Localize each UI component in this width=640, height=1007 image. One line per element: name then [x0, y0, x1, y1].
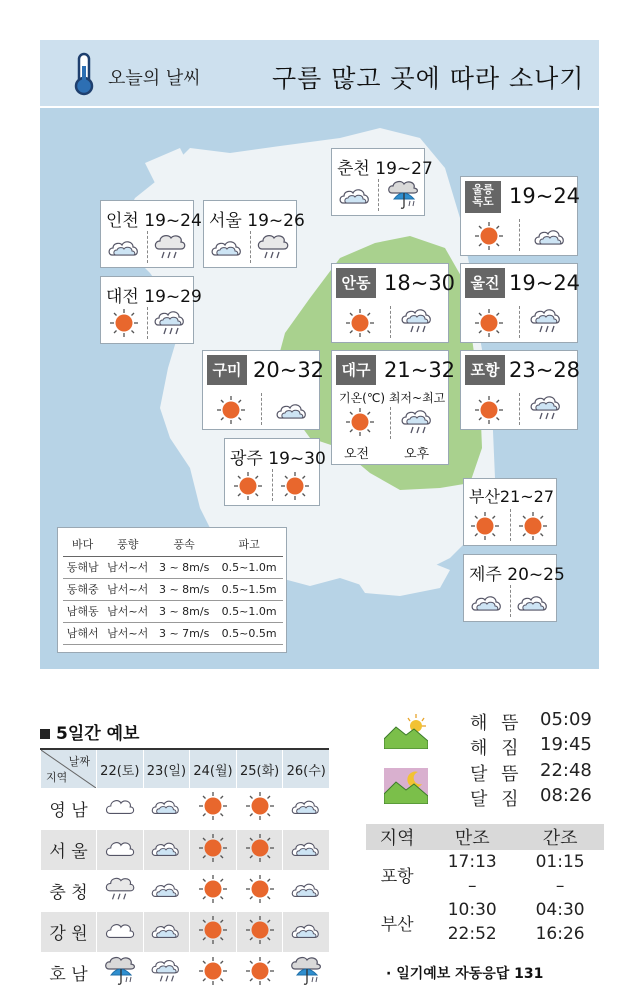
forecast-cell	[190, 911, 237, 952]
corner-date-label: 날짜	[68, 755, 90, 768]
day-header: 26(수)	[283, 749, 329, 788]
header-summary: 구름 많고 곳에 따라 소나기	[272, 64, 585, 93]
sea-cell: 남서~서	[102, 557, 153, 579]
city-label-daejeon: 대전 19~29	[106, 287, 202, 307]
city-label-chuncheon: 춘천 19~27	[337, 159, 433, 179]
corner-header	[41, 749, 97, 788]
tide-header: 지역	[366, 824, 428, 850]
partly-cloudy-icon	[150, 877, 182, 901]
partly-rain-icon	[529, 306, 563, 336]
sun-icon	[216, 395, 246, 425]
partly-rain-icon	[529, 393, 563, 423]
city-label-gwangju: 광주 19~30	[230, 449, 326, 469]
tide-low: 04:30	[535, 900, 585, 920]
cloud-icon	[104, 918, 136, 942]
partly-cloudy-icon	[516, 589, 550, 615]
tide-region: 부산	[380, 914, 414, 935]
partly-cloudy-icon	[290, 918, 322, 942]
forecast-cell	[143, 870, 190, 911]
temp-range-gumi: 20~32	[253, 358, 325, 382]
sea-header: 풍향	[102, 534, 153, 557]
partly-cloudy-icon	[470, 589, 504, 615]
sun-icon	[345, 407, 375, 437]
sunrise-icon	[384, 713, 428, 749]
moonset-label: 달 짐	[470, 789, 523, 810]
city-label-jeju: 제주 20~25	[469, 565, 565, 585]
sea-cell: 3 ~ 8m/s	[153, 557, 215, 579]
tag-line-1: 울릉	[472, 183, 494, 196]
card-ulleung	[460, 176, 581, 256]
tide-low: –	[555, 876, 565, 896]
temp-range-andong: 18~30	[384, 271, 456, 295]
sun-icon	[198, 833, 228, 863]
forecast-cell	[97, 952, 144, 993]
forecast-cell	[283, 952, 329, 993]
thermometer-icon	[72, 52, 96, 96]
forecast-cell	[97, 911, 144, 952]
region-tag-andong: 안동	[336, 268, 376, 298]
day-header: 25(화)	[236, 749, 283, 788]
partly-cloudy-icon	[150, 794, 182, 818]
sun-icon	[474, 308, 504, 338]
card-incheon	[100, 200, 202, 268]
sea-cell: 3 ~ 8m/s	[153, 601, 215, 623]
sea-cell: 남해동	[63, 601, 102, 623]
sea-cell: 동해중	[63, 579, 102, 601]
partly-cloudy-icon	[290, 794, 322, 818]
partly-cloudy-icon	[290, 836, 322, 860]
weather-map-panel	[40, 40, 599, 669]
forecast-cell	[190, 870, 237, 911]
day-header: 22(토)	[97, 749, 144, 788]
table-row	[41, 829, 330, 870]
rain-cloud-icon	[104, 875, 136, 903]
tag-line-2: 독도	[472, 195, 494, 208]
sunset-time: 19:45	[540, 734, 592, 755]
city-label-incheon: 인천 19~24	[106, 211, 202, 231]
forecast-cell	[283, 911, 329, 952]
region-tag-gumi: 구미	[207, 355, 247, 385]
tide-header: 만조	[428, 824, 516, 850]
card-uljin	[460, 263, 581, 343]
sunrise-time: 05:09	[540, 709, 592, 730]
forecast-cell	[283, 870, 329, 911]
map-header	[40, 40, 599, 108]
region-tag-pohang: 포항	[465, 355, 505, 385]
sun-icon	[245, 791, 275, 821]
forecast-cell	[190, 829, 237, 870]
sun-icon	[198, 791, 228, 821]
sea-cell: 0.5~1.0m	[215, 557, 283, 579]
sun-icon	[245, 833, 275, 863]
tide-low: 01:15	[535, 852, 585, 872]
sun-icon	[109, 308, 139, 338]
forecast-cell	[143, 952, 190, 993]
forecast-cell	[97, 829, 144, 870]
forecast-cell	[236, 870, 283, 911]
forecast-title-text: 5일간 예보	[56, 724, 140, 744]
forecast-body	[41, 788, 330, 993]
day-header: 23(일)	[143, 749, 190, 788]
partly-cloudy-icon	[275, 397, 309, 423]
table-row	[41, 952, 330, 993]
forecast-title	[40, 719, 139, 744]
partly-cloudy-icon	[290, 877, 322, 901]
forecast-cell	[236, 952, 283, 993]
tide-high: 10:30	[447, 900, 497, 920]
forecast-cell	[283, 788, 329, 829]
table-row	[41, 870, 330, 911]
partly-cloudy-icon	[150, 836, 182, 860]
region-tag-daegu: 대구	[336, 355, 376, 385]
forecast-cell	[190, 952, 237, 993]
card-gwangju	[224, 438, 326, 506]
card-gumi	[202, 350, 325, 430]
cloud-icon	[104, 794, 136, 818]
table-row	[63, 579, 283, 601]
five-day-forecast-table	[40, 748, 329, 994]
sun-icon	[345, 308, 375, 338]
sun-icon	[198, 874, 228, 904]
moonrise-icon	[384, 768, 428, 804]
card-andong	[331, 263, 456, 343]
forecast-cell	[143, 911, 190, 952]
sea-cell: 남서~서	[102, 601, 153, 623]
city-label-busan: 부산21~27	[469, 487, 555, 506]
partly-rain-icon	[153, 308, 187, 338]
forecast-cell	[236, 911, 283, 952]
rain-cloud-icon	[153, 232, 187, 262]
sea-cell: 3 ~ 8m/s	[153, 579, 215, 601]
partly-rain-icon	[150, 957, 182, 985]
sun-icon	[233, 471, 263, 501]
sun-icon	[245, 956, 275, 986]
sunrise-label: 해 뜸	[470, 713, 523, 734]
temp-range-pohang: 23~28	[509, 358, 581, 382]
table-row	[366, 850, 604, 874]
umbrella-rain-icon	[386, 179, 420, 211]
card-pohang	[460, 350, 581, 430]
sea-header: 파고	[215, 534, 283, 557]
sun-icon	[474, 395, 504, 425]
sea-cell: 0.5~0.5m	[215, 623, 283, 645]
footer-hotline: · 일기예보 자동응답 131	[386, 966, 544, 982]
sea-cell: 남서~서	[102, 579, 153, 601]
bullet-square-icon	[40, 729, 50, 739]
region-tag-uljin: 울진	[465, 268, 505, 298]
moonset-time: 08:26	[540, 785, 592, 806]
tide-high: –	[467, 876, 477, 896]
sun-icon	[198, 956, 228, 986]
tide-low: 16:26	[535, 924, 585, 944]
tide-table	[366, 824, 604, 946]
am-label: 오전	[344, 447, 370, 462]
forecast-cell	[143, 788, 190, 829]
tide-high: 22:52	[447, 924, 497, 944]
forecast-cell	[190, 788, 237, 829]
partly-cloudy-icon	[150, 918, 182, 942]
card-chuncheon	[331, 148, 433, 216]
sea-cell: 남서~서	[102, 623, 153, 645]
table-row	[63, 601, 283, 623]
sea-cell: 0.5~1.0m	[215, 601, 283, 623]
temp-range-daegu: 21~32	[384, 358, 456, 382]
region-name: 서 울	[41, 829, 97, 870]
tide-region: 포항	[380, 866, 414, 887]
sun-icon	[518, 511, 548, 541]
sun-icon	[198, 915, 228, 945]
card-jeju	[463, 554, 565, 622]
table-row	[41, 788, 330, 829]
sea-cell: 0.5~1.5m	[215, 579, 283, 601]
region-name: 충 청	[41, 870, 97, 911]
temp-range-ulleung: 19~24	[509, 184, 581, 208]
partly-rain-icon	[400, 407, 434, 437]
forecast-cell	[97, 788, 144, 829]
sun-icon	[474, 221, 504, 251]
sea-cell: 동해남	[63, 557, 102, 579]
moonrise-time: 22:48	[540, 760, 592, 781]
region-tag-ulleung	[465, 181, 501, 213]
header-title: 오늘의 날씨	[108, 68, 201, 89]
card-daejeon	[100, 276, 202, 344]
tide-high: 17:13	[447, 852, 497, 872]
forecast-cell	[143, 829, 190, 870]
forecast-cell	[97, 870, 144, 911]
sun-icon	[245, 915, 275, 945]
cloud-icon	[104, 836, 136, 860]
temperature-legend: 기온(℃) 최저~최고	[339, 391, 446, 405]
temp-range-uljin: 19~24	[509, 271, 581, 295]
table-row	[63, 557, 283, 579]
moonrise-label: 달 뜸	[470, 764, 523, 785]
forecast-cell	[236, 829, 283, 870]
sea-cell: 3 ~ 7m/s	[153, 623, 215, 645]
region-name: 강 원	[41, 911, 97, 952]
forecast-cell	[283, 829, 329, 870]
partly-cloudy-icon	[107, 234, 141, 260]
card-daegu	[331, 350, 456, 465]
partly-cloudy-icon	[338, 182, 372, 208]
partly-cloudy-icon	[533, 223, 567, 249]
sun-icon	[280, 471, 310, 501]
rain-cloud-icon	[256, 232, 290, 262]
partly-rain-icon	[400, 306, 434, 336]
day-header: 24(월)	[190, 749, 237, 788]
forecast-cell	[236, 788, 283, 829]
region-name: 호 남	[41, 952, 97, 993]
partly-cloudy-icon	[210, 234, 244, 260]
sea-conditions-table	[57, 527, 287, 653]
table-row	[63, 623, 283, 645]
table-row	[41, 911, 330, 952]
corner-region-label: 지역	[46, 771, 68, 784]
sea-header: 바다	[63, 534, 102, 557]
table-row	[366, 898, 604, 922]
sea-cell: 남해서	[63, 623, 102, 645]
umbrella-rain-icon	[103, 955, 137, 987]
sun-icon	[245, 874, 275, 904]
sun-icon	[470, 511, 500, 541]
card-busan	[463, 478, 557, 546]
sunset-label: 해 짐	[470, 738, 523, 759]
region-name: 영 남	[41, 788, 97, 829]
card-seoul	[203, 200, 305, 268]
pm-label: 오후	[404, 447, 430, 462]
sea-header: 풍속	[153, 534, 215, 557]
umbrella-rain-icon	[289, 955, 323, 987]
tide-header: 간조	[516, 824, 604, 850]
city-label-seoul: 서울 19~26	[209, 211, 305, 231]
